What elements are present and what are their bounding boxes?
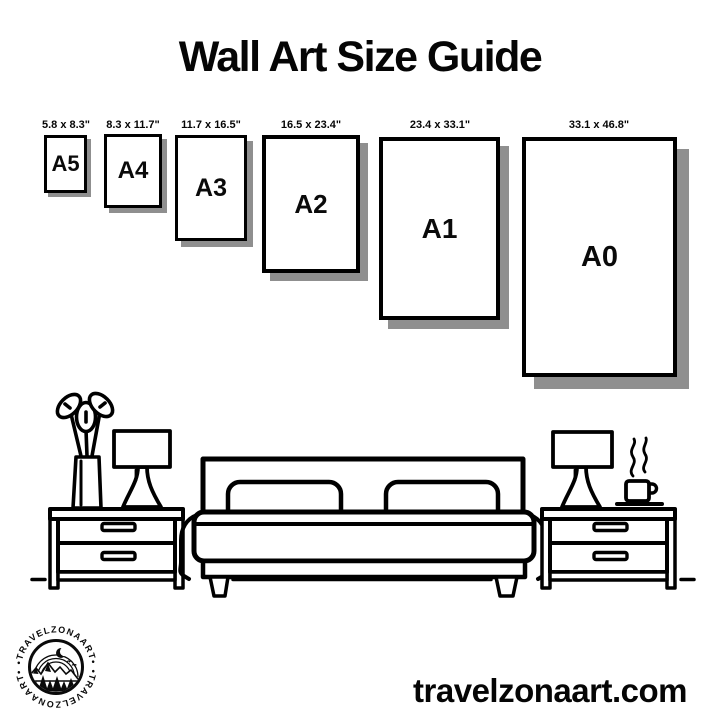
size-dimensions-a4: 8.3 x 11.7" xyxy=(106,119,160,131)
drawer-handle-icon xyxy=(102,553,135,560)
size-dimensions-a1: 23.4 x 33.1" xyxy=(409,119,471,131)
size-box-a5 xyxy=(44,135,87,193)
size-box-a0 xyxy=(522,137,677,377)
size-code-a3: A3 xyxy=(195,173,227,202)
size-box-a2 xyxy=(262,135,360,273)
size-box-a3 xyxy=(175,135,247,241)
size-dimensions-a5: 5.8 x 8.3" xyxy=(41,119,91,131)
coffee-cup-steam-icon xyxy=(617,438,662,504)
size-dimensions-a2: 16.5 x 23.4" xyxy=(280,119,342,131)
size-box-a1 xyxy=(379,137,500,320)
logo-brand-top: •TRAVELZONAART• xyxy=(13,624,99,666)
table-lamp-right-icon xyxy=(553,432,612,507)
page-title: Wall Art Size Guide xyxy=(178,33,542,81)
drawer-handle-icon xyxy=(102,524,135,531)
plant-vase-icon xyxy=(53,389,117,508)
bed-foot-icon xyxy=(496,577,517,596)
table-lamp-left-icon xyxy=(114,431,170,507)
size-dimensions-a3: 11.7 x 16.5" xyxy=(181,119,241,131)
travelzonaart-logo xyxy=(10,621,102,713)
size-box-a4 xyxy=(104,134,162,208)
mattress-icon xyxy=(194,512,534,561)
drawer-handle-icon xyxy=(594,524,627,531)
nightstand-left-icon xyxy=(50,509,183,588)
logo-brand-bottom: •TRAVELZONAART• xyxy=(13,668,99,710)
bed-foot-icon xyxy=(210,577,228,596)
website-url: travelzonaart.com xyxy=(413,672,687,709)
bedroom-illustration xyxy=(0,380,720,610)
drawer-handle-icon xyxy=(594,553,627,560)
nightstand-right-icon xyxy=(542,509,675,588)
size-code-a0: A0 xyxy=(580,240,619,273)
size-code-a2: A2 xyxy=(294,188,328,219)
size-code-a5: A5 xyxy=(51,151,80,176)
size-code-a1: A1 xyxy=(421,212,458,244)
bed-base-icon xyxy=(203,561,525,577)
double-bed-icon xyxy=(180,459,547,596)
size-dimensions-a0: 33.1 x 46.8" xyxy=(568,119,630,131)
size-code-a4: A4 xyxy=(117,157,149,184)
